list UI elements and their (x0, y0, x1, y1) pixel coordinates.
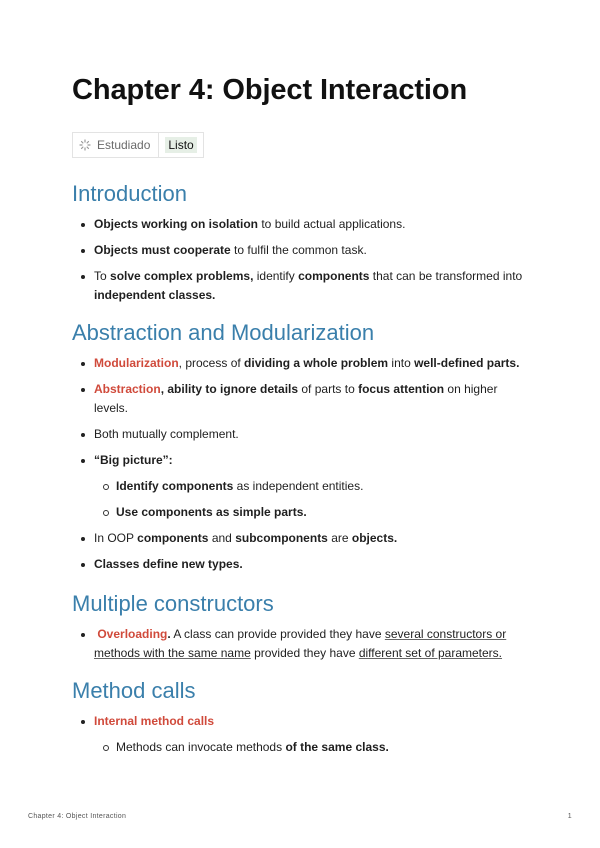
property-row (72, 132, 204, 158)
list-item: Identify components as independent entities. (94, 477, 532, 496)
document-page (72, 72, 532, 757)
heading-introduction: Introduction (72, 181, 187, 206)
heading-method-calls: Method calls (72, 678, 196, 703)
method-calls-list (72, 712, 532, 757)
page-footer (28, 813, 572, 820)
list-item: Both mutually complement. (72, 425, 532, 444)
list-item: Modularization, process of dividing a whole problem into well-defined parts. (72, 354, 532, 373)
list-item: Classes define new types. (72, 555, 532, 574)
property-value[interactable] (159, 133, 202, 157)
heading-multiple-constructors: Multiple constructors (72, 591, 274, 616)
list-item: Abstraction, ability to ignore details of parts to focus attention on higher levels. (72, 380, 532, 418)
list-item: Internal method calls Methods can invocate methods of the same class. (72, 712, 532, 757)
list-item: Objects must cooperate to fulfil the common task. (72, 241, 532, 260)
heading-abstraction-modularization: Abstraction and Modularization (72, 320, 375, 345)
page-title: Chapter 4: Object Interaction (72, 74, 468, 106)
list-item: “Big picture”: Identify components as independent entities. Use components as simple parts. (72, 451, 532, 522)
nested-list (94, 477, 532, 522)
list-item: Objects working on isolation to build actual applications. (72, 215, 532, 234)
property-name (73, 133, 159, 157)
list-item: Methods can invocate methods of the same class. (94, 738, 532, 757)
loading-icon (79, 139, 91, 151)
list-item: Use components as simple parts. (94, 503, 532, 522)
abstraction-list (72, 354, 532, 574)
list-item: Overloading. A class can provide provided they have several constructors or methods with the same name provided they have different set of parameters. (72, 625, 532, 663)
nested-list (94, 738, 532, 757)
page-number: 1 (567, 813, 572, 820)
status-tag: Listo (165, 137, 196, 153)
list-item: To solve complex problems, identify components that can be transformed into independent classes. (72, 267, 532, 305)
property-label: Estudiado (97, 138, 151, 152)
list-item: In OOP components and subcomponents are objects. (72, 529, 532, 548)
introduction-list (72, 215, 532, 305)
footer-title: Chapter 4: Object Interaction (28, 813, 127, 820)
constructors-list (72, 625, 532, 663)
